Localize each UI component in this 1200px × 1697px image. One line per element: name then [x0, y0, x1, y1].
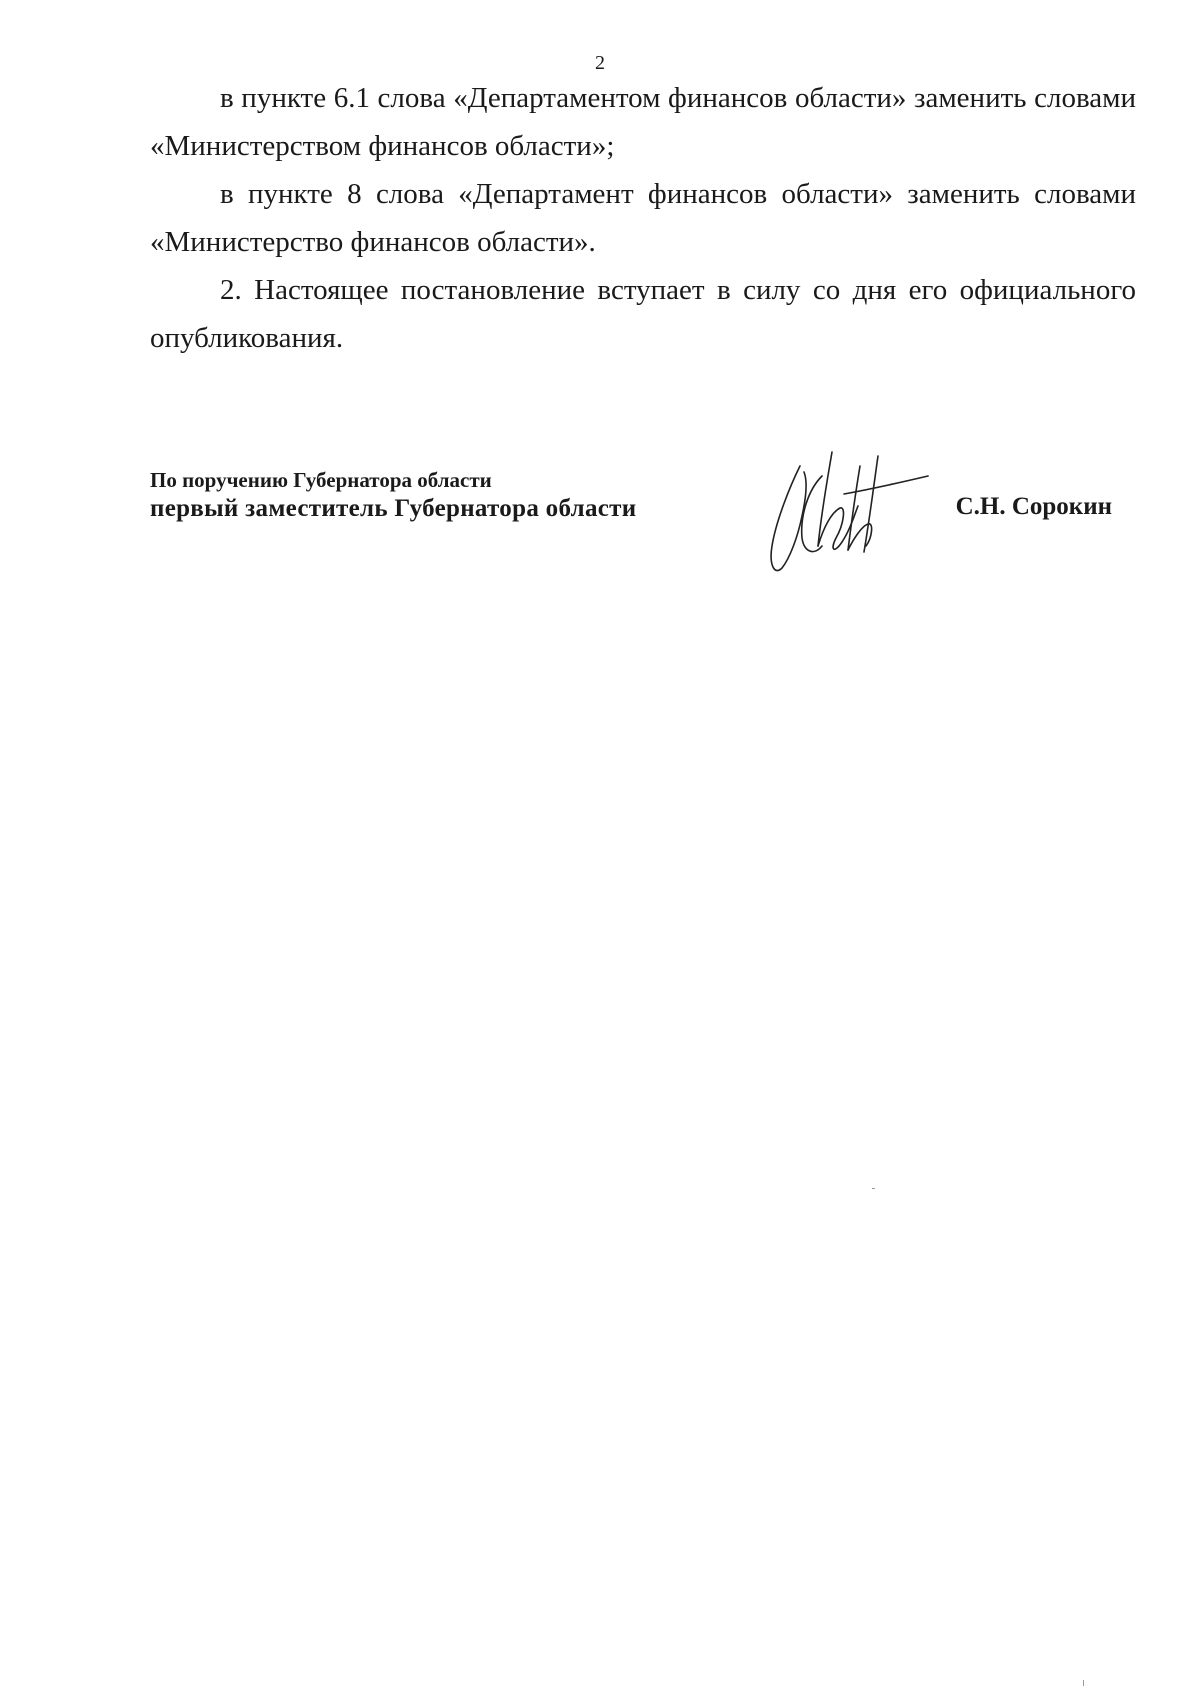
page-number: 2 [595, 52, 605, 74]
document-body [150, 74, 1136, 362]
paragraph-item-6-1: в пункте 6.1 слова «Департаментом финансов области» заменить словами «Министерством финансов области»; [150, 82, 1136, 162]
signature-icon [762, 446, 932, 578]
scan-speck [872, 1188, 875, 1189]
signature-block [150, 466, 1136, 586]
paragraph-effective-date: 2. Настоящее постановление вступает в силу со дня его официального опубликования. [150, 274, 1136, 354]
signatory-position: первый заместитель Губернатора области [150, 495, 637, 522]
scan-speck [1083, 1680, 1084, 1686]
paragraph-item-8: в пункте 8 слова «Департамент финансов области» заменить словами «Министерство финансов области». [150, 178, 1136, 258]
signatory-name: С.Н. Сорокин [955, 493, 1112, 520]
signatory-authority: По поручению Губернатора области [150, 468, 492, 492]
